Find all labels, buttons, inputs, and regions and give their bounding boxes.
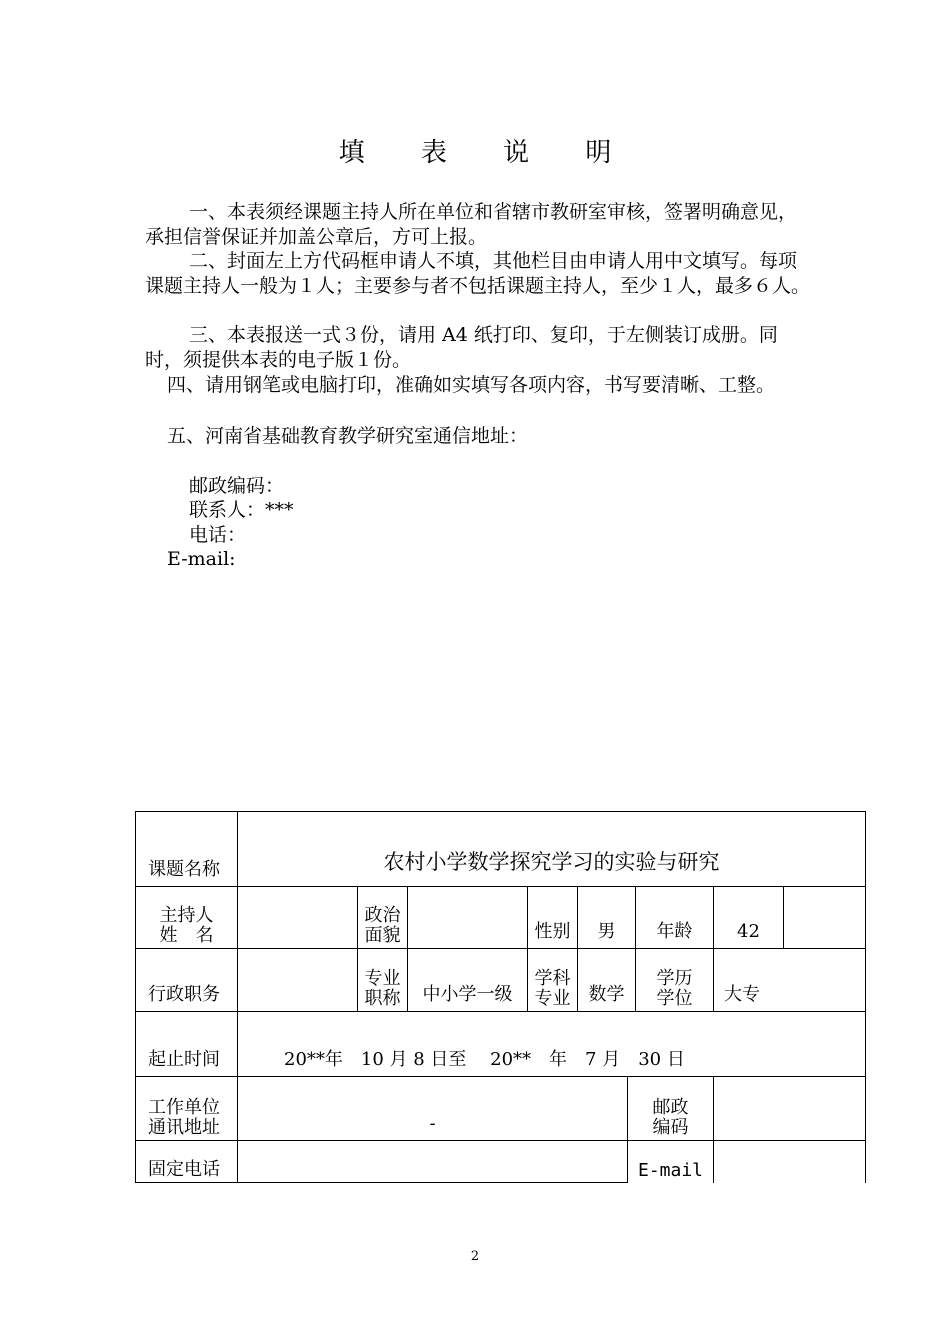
postal-label (628, 1077, 714, 1141)
instruction-5 (145, 424, 810, 449)
email-label: E-mail (628, 1141, 714, 1183)
gender-label: 性别 (528, 887, 578, 949)
admin-value[interactable] (238, 949, 358, 1012)
degree-value[interactable]: 大专 (714, 949, 866, 1012)
row-host (136, 887, 866, 949)
age-value[interactable]: 42 (714, 887, 784, 949)
instruction-1-text: 一、本表须经课题主持人所在单位和省辖市教研室审核，签署明确意见，承担信誉保证并加盖公章后，方可上报。 (145, 201, 798, 248)
phone-label: 固定电话 (136, 1141, 238, 1183)
host-value[interactable] (238, 887, 358, 949)
subject-label-2: 专业 (534, 988, 571, 1009)
row-unit (136, 1077, 866, 1141)
admin-label: 行政职务 (136, 949, 238, 1012)
contact-email: E-mail: (167, 548, 236, 570)
contact-phone: 电话： (189, 524, 247, 546)
degree-label-1: 学历 (656, 968, 693, 989)
political-label-2: 面貌 (364, 925, 401, 946)
title-label (358, 949, 408, 1012)
instruction-1 (145, 200, 810, 250)
gender-value[interactable]: 男 (578, 887, 636, 949)
title-label-2: 职称 (364, 988, 401, 1009)
host-label-1: 主持人 (159, 905, 214, 926)
title-label-1: 专业 (364, 968, 401, 989)
postal-label-2: 编码 (652, 1117, 689, 1138)
age-label: 年龄 (636, 887, 714, 949)
instruction-3 (145, 323, 810, 373)
row-phone (136, 1141, 866, 1183)
subject-label (528, 949, 578, 1012)
period-label: 起止时间 (136, 1012, 238, 1077)
postal-label-1: 邮政 (652, 1097, 689, 1118)
political-label-1: 政治 (364, 905, 401, 926)
postal-value[interactable] (714, 1077, 866, 1141)
email-value[interactable] (714, 1141, 866, 1183)
row-admin (136, 949, 866, 1012)
row-period (136, 1012, 866, 1077)
unit-value[interactable]: - (238, 1077, 628, 1141)
subject-label-1: 学科 (534, 968, 571, 989)
title-value[interactable]: 中小学一级 (408, 949, 528, 1012)
period-value[interactable]: 20**年 10 月 8 日至 20** 年 7 月 30 日 (238, 1012, 866, 1077)
instruction-2-text: 二、封面左上方代码框申请人不填，其他栏目由申请人用中文填写。每项课题主持人一般为１人；主要参与者不包括课题主持人，至少１人，最多６人。 (145, 250, 811, 297)
topic-value[interactable]: 农村小学数学探究学习的实验与研究 (238, 812, 866, 887)
application-form-table (135, 811, 866, 1183)
unit-label (136, 1077, 238, 1141)
host-label (136, 887, 238, 949)
instruction-4 (145, 373, 810, 398)
political-label (358, 887, 408, 949)
page-title: 填 表 说 明 (338, 138, 636, 168)
topic-label: 课题名称 (136, 812, 238, 887)
row-topic (136, 812, 866, 887)
instruction-4-text: 四、请用钢笔或电脑打印，准确如实填写各项内容，书写要清晰、工整。 (167, 374, 776, 396)
instruction-3-text: 三、本表报送一式３份，请用 A4 纸打印、复印，于左侧装订成册。同时，须提供本表的电子版１份。 (145, 324, 778, 371)
instruction-2 (145, 249, 810, 299)
degree-label (636, 949, 714, 1012)
phone-value[interactable] (238, 1141, 628, 1183)
degree-label-2: 学位 (656, 988, 693, 1009)
contact-person: 联系人：*** (189, 499, 294, 521)
subject-value[interactable]: 数学 (578, 949, 636, 1012)
page-number: 2 (470, 1249, 480, 1264)
unit-label-1: 工作单位 (148, 1097, 220, 1118)
host-label-2: 姓 名 (159, 925, 214, 946)
instruction-5-text: 五、河南省基础教育教学研究室通信地址： (167, 425, 529, 447)
unit-label-2: 通讯地址 (148, 1117, 220, 1138)
contact-postcode: 邮政编码： (189, 475, 285, 497)
political-value[interactable] (408, 887, 528, 949)
